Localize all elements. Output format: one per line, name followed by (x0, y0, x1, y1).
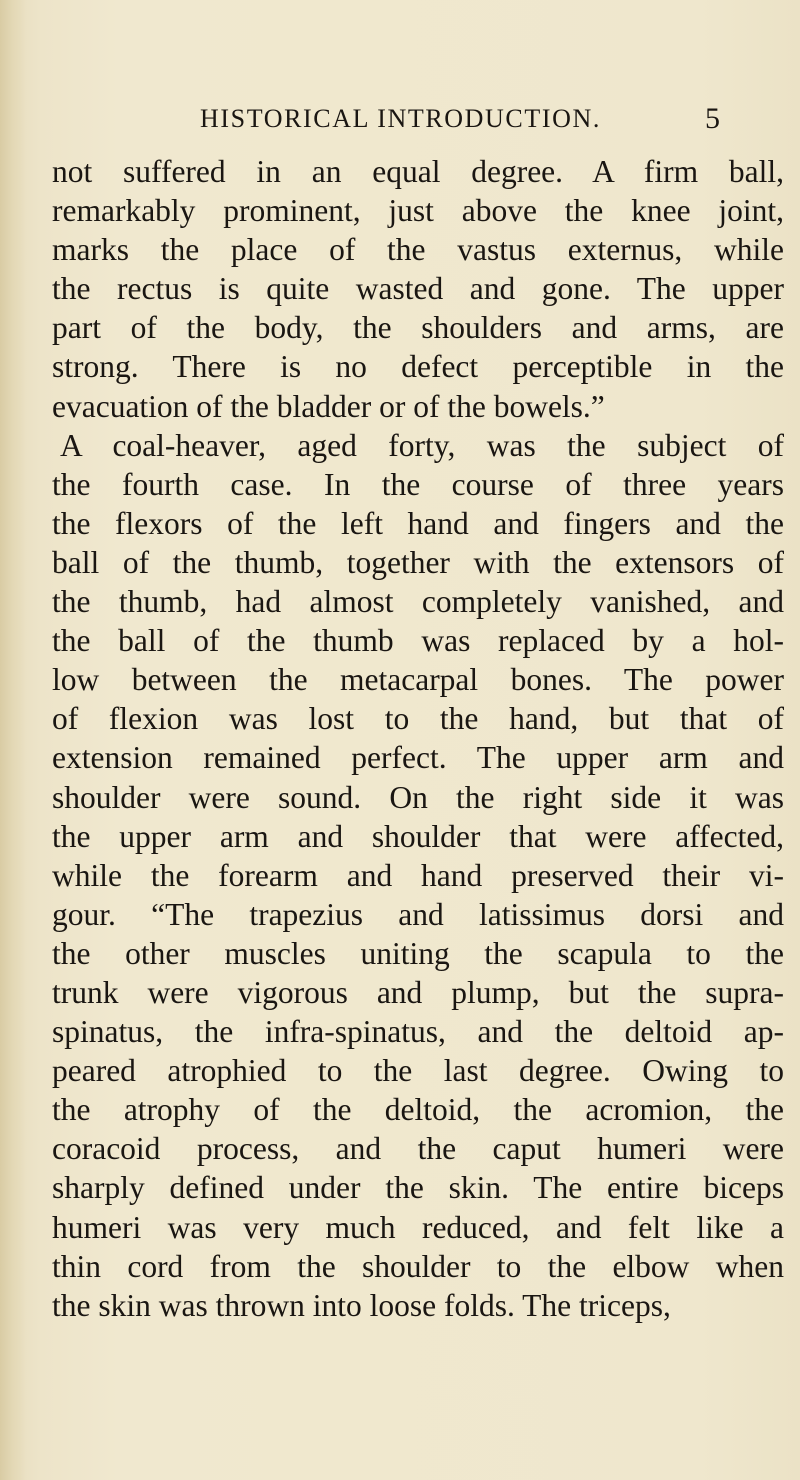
text-line: the flexors of the left hand and fingers and the (52, 505, 784, 541)
text-line: not suffered in an equal degree. A firm ball, (52, 154, 784, 189)
text-line: ball of the thumb, together with the extensors of (52, 544, 784, 580)
text-line: low between the metacarpal bones. The power (52, 662, 784, 698)
text-line: marks the place of the vastus externus, while (52, 232, 784, 268)
text-line: thin cord from the shoulder to the elbow when (52, 1248, 784, 1284)
text-line: the rectus is quite wasted and gone. The upper (52, 271, 784, 307)
text-line: coracoid process, and the caput humeri were (52, 1131, 784, 1167)
text-line: extension remained perfect. The upper arm and (52, 740, 784, 776)
text-line: evacuation of the bladder or of the bowels.” (52, 388, 605, 424)
body-text (52, 152, 784, 1325)
text-line: A coal-heaver, aged forty, was the subject of (60, 427, 784, 463)
text-line: the atrophy of the deltoid, the acromion, the (52, 1092, 784, 1128)
text-line: gour. “The trapezius and latissimus dorsi and (52, 896, 784, 932)
text-line: the thumb, had almost completely vanished, and (52, 584, 784, 620)
text-line: the upper arm and shoulder that were affected, (52, 818, 784, 854)
text-line: the skin was thrown into loose folds. The triceps, (52, 1287, 671, 1323)
text-line: shoulder were sound. On the right side it was (52, 779, 784, 815)
running-head (200, 104, 720, 138)
running-head-title: HISTORICAL INTRODUCTION. (200, 104, 601, 133)
text-line: peared atrophied to the last degree. Owing to (52, 1053, 784, 1089)
text-line: the ball of the thumb was replaced by a hol- (52, 623, 784, 659)
text-line: humeri was very much reduced, and felt like a (52, 1209, 784, 1245)
page-number: 5 (705, 102, 720, 135)
text-line: of flexion was lost to the hand, but that of (52, 701, 784, 737)
text-line: spinatus, the infra-spinatus, and the deltoid ap- (52, 1014, 784, 1050)
text-line: the other muscles uniting the scapula to the (52, 935, 784, 971)
page-gutter-shadow (0, 0, 26, 1480)
text-line: sharply defined under the skin. The entire biceps (52, 1170, 784, 1206)
text-line: the fourth case. In the course of three years (52, 466, 784, 502)
text-line: while the forearm and hand preserved their vi- (52, 857, 784, 893)
text-line: strong. There is no defect perceptible in the (52, 349, 784, 385)
text-line: trunk were vigorous and plump, but the supra- (52, 974, 784, 1010)
text-line: remarkably prominent, just above the knee joint, (52, 193, 784, 229)
text-line: part of the body, the shoulders and arms, are (52, 310, 784, 346)
